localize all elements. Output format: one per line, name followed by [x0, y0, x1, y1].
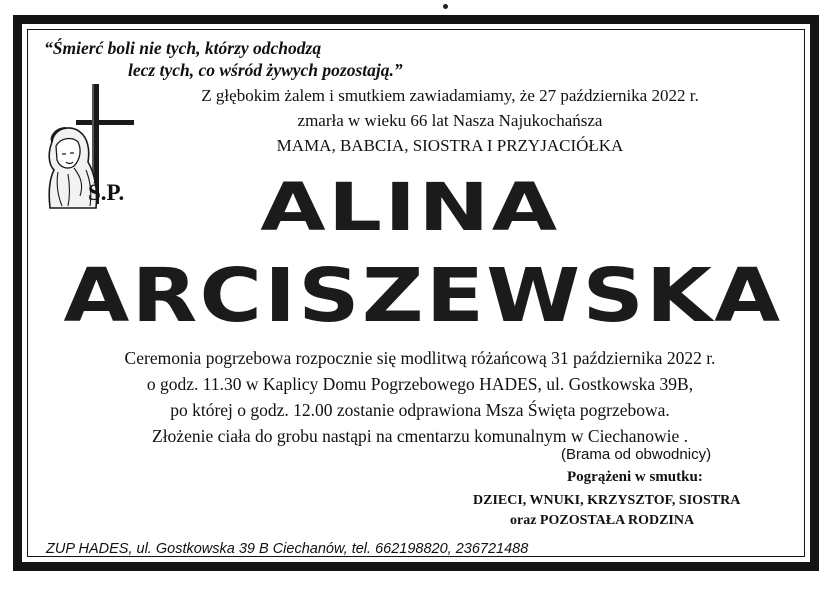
- mourners-line-1: DZIECI, WNUKI, KRZYSZTOF, SIOSTRA: [473, 493, 741, 508]
- first-name: ALINA: [260, 169, 560, 246]
- gate-note: (Brama od obwodnicy): [561, 446, 712, 463]
- announcement-line-2: zmarła w wieku 66 lat Nasza Najukochańsza: [297, 111, 603, 130]
- mourners-heading: Pogrążeni w smutku:: [567, 469, 703, 485]
- quote-line-1: “Śmierć boli nie tych, którzy odchodzą: [44, 38, 322, 58]
- footer-contact: ZUP HADES, ul. Gostkowska 39 B Ciechanów, tel. 662198820, 236721488: [46, 541, 529, 557]
- sp-prefix: Ś.P.: [88, 180, 125, 205]
- announcement-line-3: MAMA, BABCIA, SIOSTRA I PRZYJACIÓŁKA: [276, 136, 624, 155]
- quote-line-2: lecz tych, co wśród żywych pozostają.”: [128, 60, 403, 80]
- ceremony-line-3: po której o godz. 12.00 zostanie odprawiona Msza Święta pogrzebowa.: [170, 400, 670, 420]
- announcement-line-1: Z głębokim żalem i smutkiem zawiadamiamy, że 27 października 2022 r.: [201, 86, 699, 105]
- last-name: ARCISZEWSKA: [63, 253, 783, 339]
- ceremony-line-2: o godz. 11.30 w Kaplicy Domu Pogrzebowego HADES, ul. Gostkowska 39B,: [146, 374, 694, 394]
- ceremony-line-4: Złożenie ciała do grobu nastąpi na cmentarzu komunalnym w Ciechanowie .: [152, 426, 688, 446]
- mourners-line-2: oraz POZOSTAŁA RODZINA: [510, 513, 695, 528]
- scan-dot: [443, 4, 448, 9]
- ceremony-line-1: Ceremonia pogrzebowa rozpocznie się modlitwą różańcową 31 października 2022 r.: [124, 348, 716, 368]
